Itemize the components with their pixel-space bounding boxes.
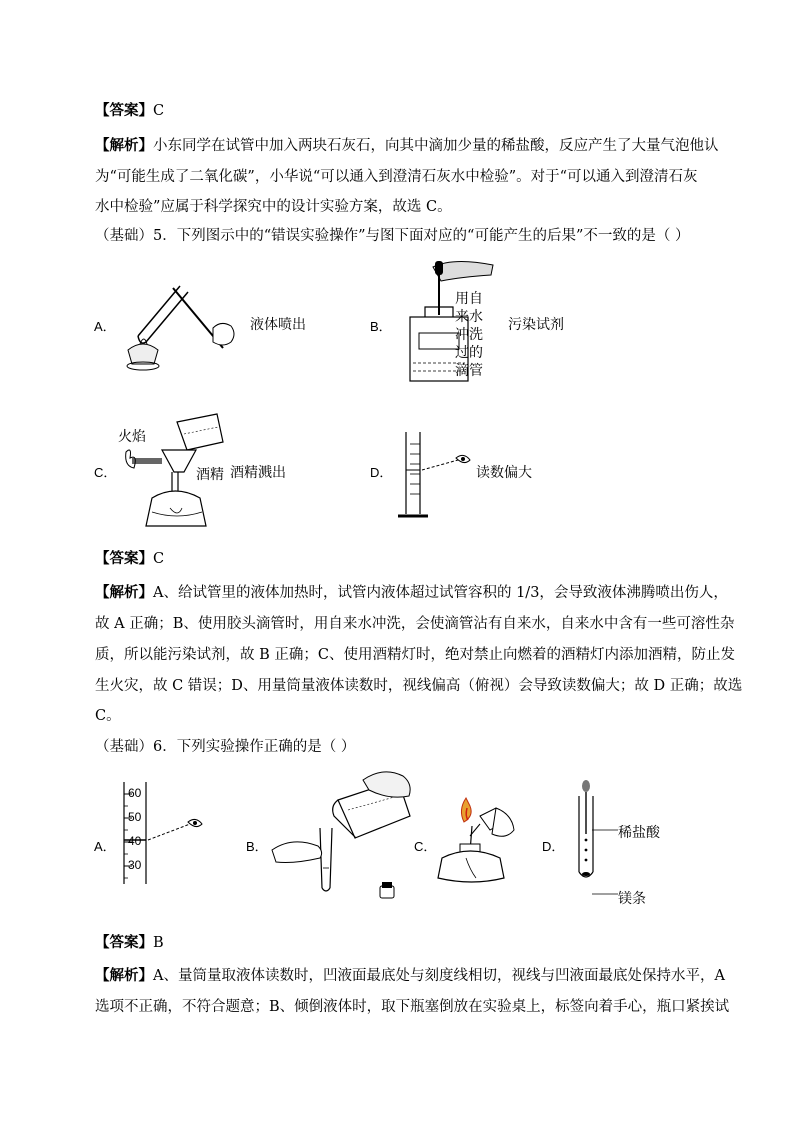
q4-analysis-line-1: 【解析】小东同学在试管中加入两块石灰石，向其中滴加少量的稀盐酸，反应产生了大量气泡他认 [95,137,719,154]
q4-analysis-line-3: 水中检验”应属于科学探究中的设计实验方案，故选 C。 [95,199,452,215]
q6-analysis-line-2: 选项不正确，不符合题意；B、倾倒液体时，取下瓶塞倒放在实验桌上，标签向着手心，瓶口紧挨试 [95,999,730,1015]
q6-option-c-label: C． [414,839,437,854]
q6-answer: 【答案】B [95,934,164,951]
q6-analysis-line-1: 【解析】A、量筒量取液体读数时，凹液面最底处与刻度线相切，视线与凹液面最底处保持水平，A [95,967,725,984]
q5-option-b-caption: 污染试剂 [508,317,564,333]
q5-figure-d-measuring-cylinder [398,430,478,522]
q5-answer: 【答案】C [95,550,165,567]
q5-figure-a-heating-test-tube [118,278,238,373]
q6-figure-b-pouring-liquid [268,770,418,906]
q6-option-d-label: D． [542,839,565,854]
q5-stem: （基础）5．下列图示中的“错误实验操作”与图下面对应的“可能产生的后果”不一致的是（ ） [95,228,690,244]
q4-answer: 【答案】C [95,102,165,119]
q5-analysis-line-1: 【解析】A、给试管里的液体加热时，试管内液体超过试管容积的 1/3，会导致液体沸腾喷出伤人， [95,584,728,601]
q5-option-a-label: A． [94,319,116,334]
q6-option-b-label: B． [246,839,268,854]
q5-figure-c-flame-label: 火焰 [118,429,146,445]
q4-analysis-line-2: 为“可能生成了二氧化碳”，小华说“可以通入到澄清石灰水中检验”。对于“可以通入到澄清石灰 [95,169,698,185]
q5-analysis-line-3: 质，所以能污染试剂，故 B 正确；C、使用酒精灯时，绝对禁止向燃着的酒精灯内添加酒精，防止发 [95,647,735,663]
q5-figure-c-alcohol-label: 酒精 [196,467,224,483]
q6-option-a-label: A． [94,839,116,854]
q5-analysis-line-4: 生火灾，故 C 错误；D、用量筒量液体读数时，视线偏高（俯视）会导致读数偏大；故 D 正确；故选 [95,678,743,694]
q5-figure-b-text: 用自 来水 冲洗 过的 滴管 [455,291,483,379]
q5-option-c-caption: 酒精溅出 [230,465,286,481]
q5-analysis-line-5: C。 [95,708,121,724]
q5-option-c-label: C． [94,465,117,480]
q5-option-d-label: D． [370,465,393,480]
q6-figure-d-acid-label: 稀盐酸 [618,825,660,841]
q6-figure-a-ticks: 60 50 40 30 [128,786,142,872]
q6-figure-c-lighting-lamps [436,796,522,888]
q5-option-a-caption: 液体喷出 [250,317,306,333]
q6-figure-d-mg-label: 镁条 [618,891,646,907]
q5-analysis-line-2: 故 A 正确；B、使用胶头滴管时，用自来水冲洗，会使滴管沾有自来水，自来水中含有一些可溶性杂 [95,616,735,632]
q5-option-b-label: B． [370,319,392,334]
q5-option-d-caption: 读数偏大 [476,465,532,481]
q6-stem: （基础）6．下列实验操作正确的是（ ） [95,739,356,755]
